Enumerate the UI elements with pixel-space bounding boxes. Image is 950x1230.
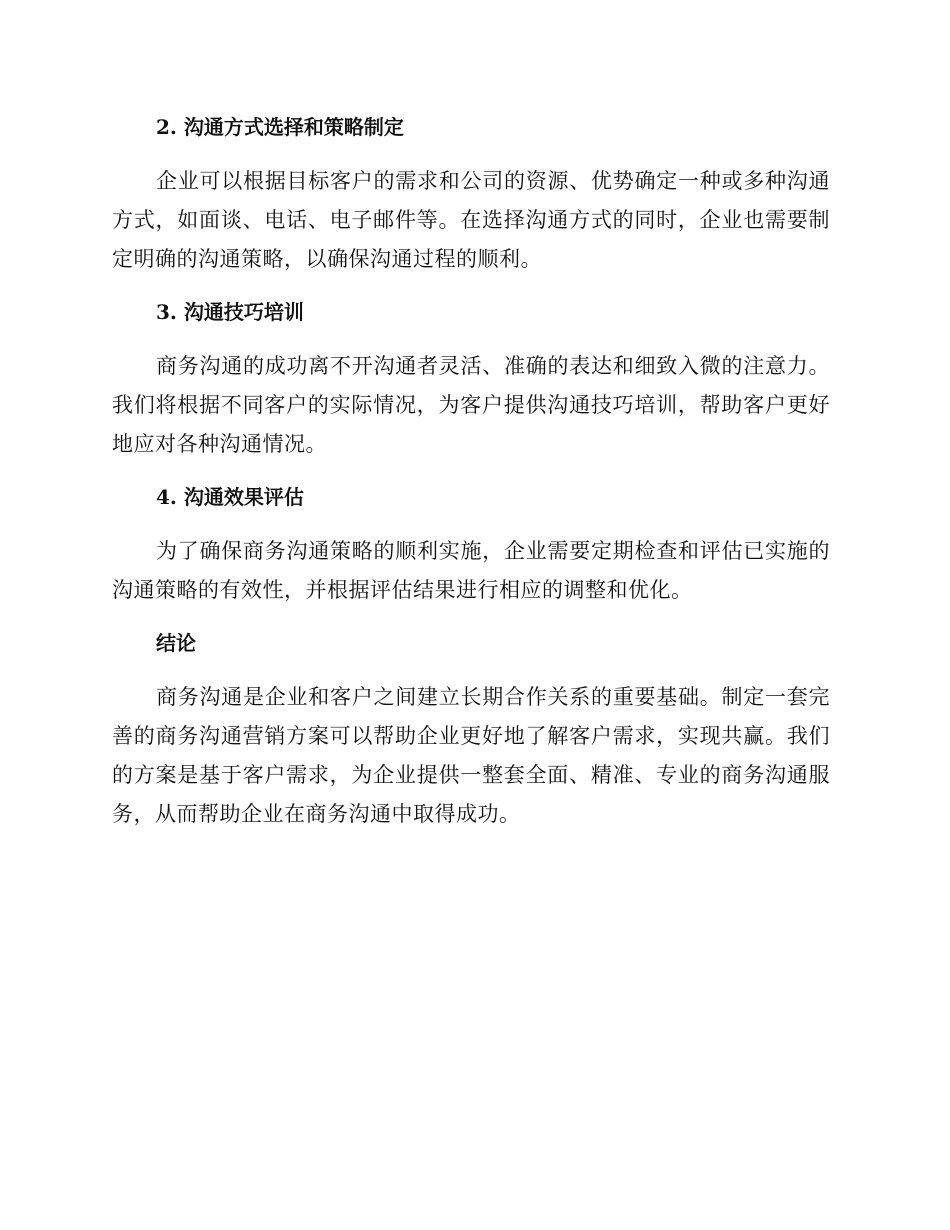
section-paragraph-communication-method: 企业可以根据目标客户的需求和公司的资源、优势确定一种或多种沟通方式，如面谈、电话、电子邮件等。在选择沟通方式的同时，企业也需要制定明确的沟通策略，以确保沟通过程的顺利。 [112,169,830,271]
section-paragraph-skills-training: 商务沟通的成功离不开沟通者灵活、准确的表达和细致入微的注意力。我们将根据不同客户的实际情况，为客户提供沟通技巧培训，帮助客户更好地应对各种沟通情况。 [112,354,830,456]
section-heading-effect-evaluation: 4. 沟通效果评估 [156,485,304,509]
section-heading-skills-training: 3. 沟通技巧培训 [156,300,304,324]
section-paragraph-effect-evaluation: 为了确保商务沟通策略的顺利实施，企业需要定期检查和评估已实施的沟通策略的有效性，并根据评估结果进行相应的调整和优化。 [112,539,830,602]
section-heading-conclusion: 结论 [156,631,196,655]
section-paragraph-conclusion: 商务沟通是企业和客户之间建立长期合作关系的重要基础。制定一套完善的商务沟通营销方案可以帮助企业更好地了解客户需求，实现共赢。我们的方案是基于客户需求，为企业提供一整套全面、精准、专业的商务沟通服务，从而帮助企业在商务沟通中取得成功。 [112,685,830,826]
section-heading-communication-method: 2. 沟通方式选择和策略制定 [156,115,404,139]
